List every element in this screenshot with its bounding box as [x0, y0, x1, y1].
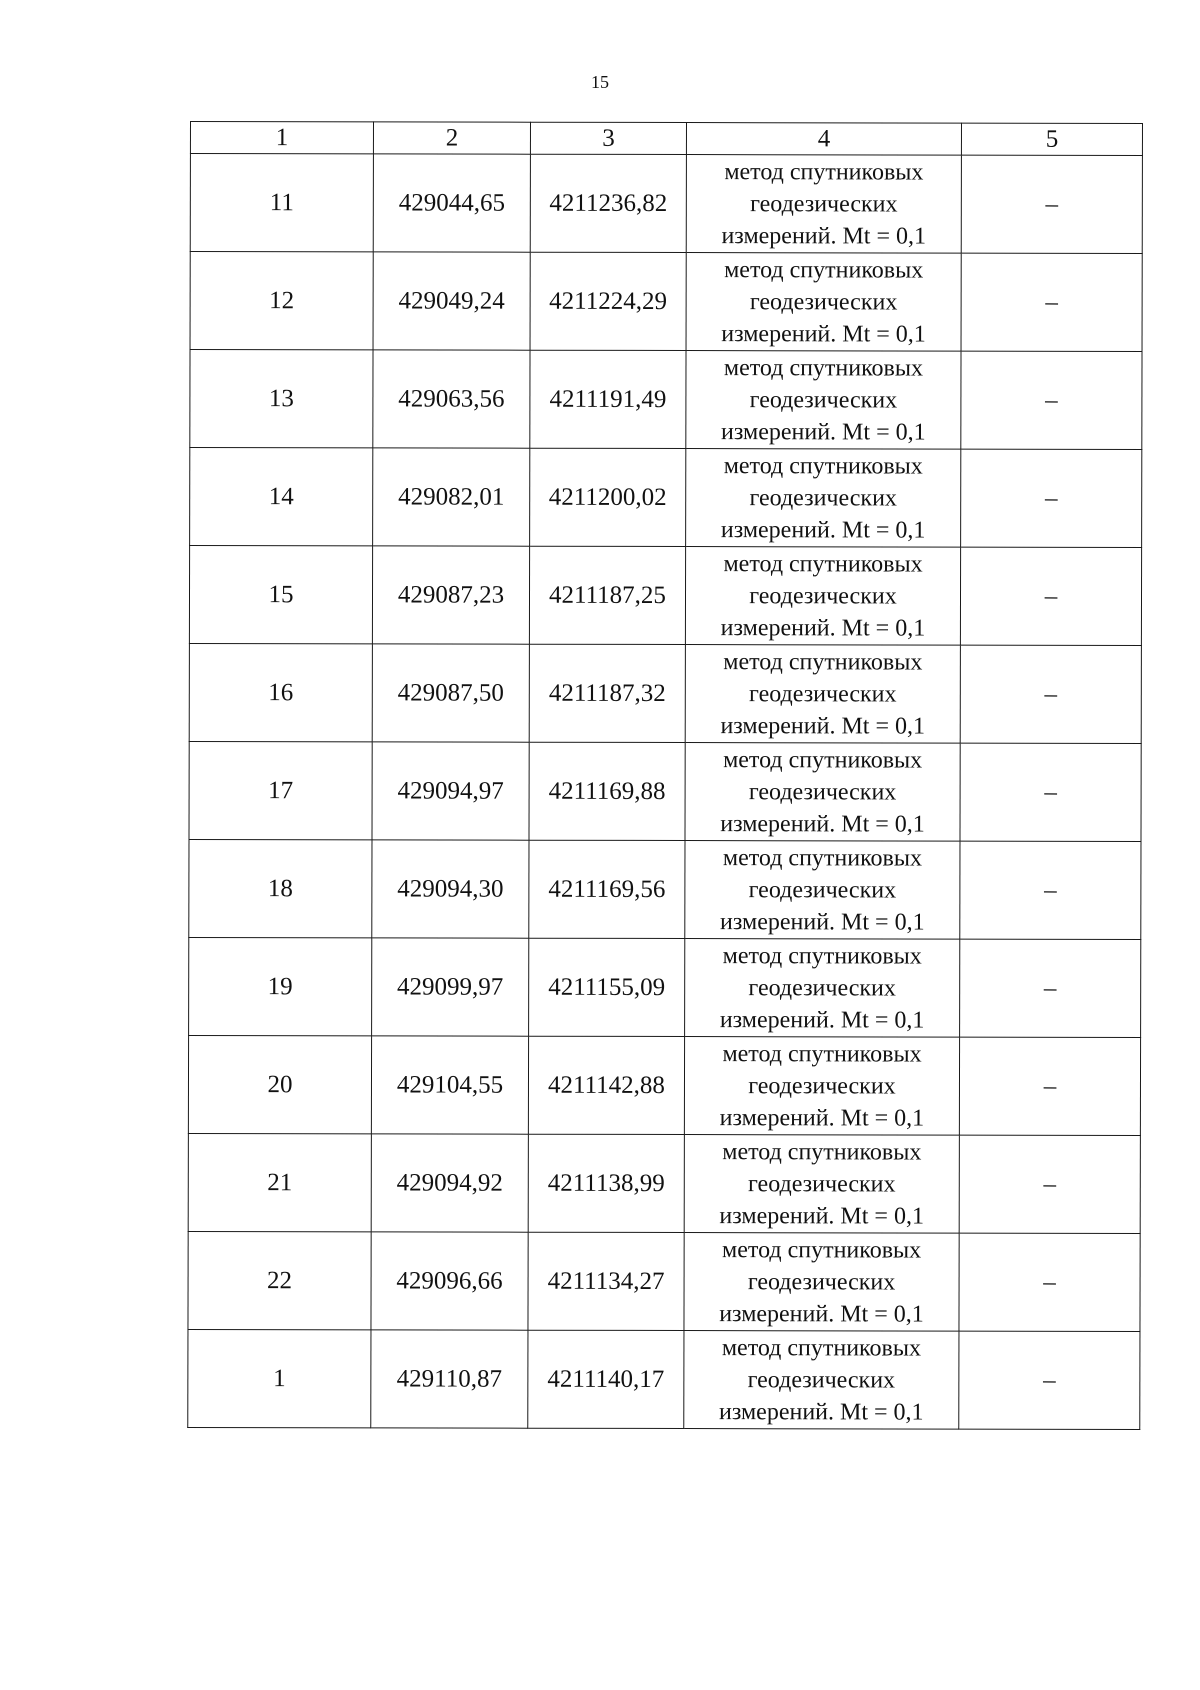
column-header-3: 3: [530, 122, 686, 154]
method-line: метод спутниковых: [723, 550, 923, 578]
method-line: геодезических: [749, 582, 897, 609]
method-cell: [686, 449, 961, 548]
method-line: измерений. Mt = 0,1: [718, 1398, 924, 1426]
method-line: геодезических: [749, 680, 897, 707]
point-number-cell: 18: [189, 839, 372, 937]
table-row: [189, 839, 1141, 939]
y-coordinate-cell: 4211187,25: [529, 546, 685, 644]
method-line: геодезических: [748, 974, 896, 1001]
method-line: метод спутниковых: [722, 1236, 922, 1264]
coordinates-table: [187, 121, 1143, 1430]
method-line: геодезических: [747, 1366, 896, 1393]
point-number-cell: 13: [190, 350, 373, 448]
method-line: метод спутниковых: [722, 1040, 922, 1068]
method-line: измерений. Mt = 0,1: [719, 1202, 925, 1230]
point-number-cell: 22: [188, 1231, 371, 1329]
y-coordinate-cell: 4211140,17: [528, 1330, 684, 1428]
point-number-cell: 15: [189, 546, 372, 644]
method-line: метод спутниковых: [723, 746, 923, 774]
note-cell: –: [961, 155, 1142, 253]
point-number-cell: 17: [189, 741, 372, 839]
note-cell: –: [960, 645, 1141, 743]
x-coordinate-cell: 429094,97: [372, 742, 529, 840]
y-coordinate-cell: 4211236,82: [530, 154, 686, 252]
note-cell: –: [960, 841, 1141, 939]
method-line: геодезических: [749, 484, 897, 511]
note-cell: –: [959, 1331, 1140, 1429]
method-line: геодезических: [748, 1170, 896, 1197]
y-coordinate-cell: 4211134,27: [528, 1232, 684, 1330]
y-coordinate-cell: 4211142,88: [528, 1036, 684, 1134]
method-line: метод спутниковых: [724, 256, 924, 284]
x-coordinate-cell: 429082,01: [373, 448, 530, 546]
table-row: [189, 546, 1141, 646]
table-row: [190, 350, 1142, 450]
method-line: измерений. Mt = 0,1: [720, 810, 925, 838]
method-cell: [685, 939, 960, 1038]
column-header-1: 1: [190, 122, 373, 154]
table-header-row: [190, 122, 1142, 156]
column-header-4: 4: [686, 123, 961, 156]
method-line: измерений. Mt = 0,1: [721, 222, 927, 250]
point-number-cell: 16: [189, 643, 372, 741]
point-number-cell: 12: [190, 252, 373, 350]
method-line: метод спутниковых: [723, 452, 923, 480]
x-coordinate-cell: 429094,30: [372, 840, 529, 938]
method-cell: [684, 1037, 959, 1136]
x-coordinate-cell: 429096,66: [371, 1232, 528, 1330]
point-number-cell: 14: [190, 448, 373, 546]
method-cell: [684, 1233, 959, 1332]
x-coordinate-cell: 429063,56: [373, 350, 530, 448]
column-header-5: 5: [961, 123, 1142, 155]
method-line: метод спутниковых: [724, 158, 924, 186]
x-coordinate-cell: 429099,97: [372, 938, 529, 1036]
note-cell: –: [960, 547, 1141, 645]
point-number-cell: 11: [190, 154, 373, 252]
method-line: геодезических: [747, 1268, 896, 1295]
method-cell: [684, 1135, 959, 1234]
table-row: [189, 643, 1141, 743]
table-row: [188, 1329, 1140, 1429]
column-header-2: 2: [373, 122, 530, 154]
method-line: измерений. Mt = 0,1: [721, 320, 926, 348]
x-coordinate-cell: 429104,55: [371, 1036, 528, 1134]
y-coordinate-cell: 4211169,56: [529, 840, 685, 938]
y-coordinate-cell: 4211187,32: [529, 644, 685, 742]
method-line: геодезических: [749, 288, 898, 315]
method-line: измерений. Mt = 0,1: [720, 712, 926, 740]
note-cell: –: [960, 939, 1141, 1037]
y-coordinate-cell: 4211155,09: [529, 938, 685, 1036]
note-cell: –: [961, 449, 1142, 547]
method-cell: [685, 645, 960, 744]
point-number-cell: 1: [188, 1329, 371, 1427]
method-cell: [685, 547, 960, 646]
method-line: метод спутниковых: [723, 648, 923, 676]
method-line: измерений. Mt = 0,1: [720, 516, 926, 544]
y-coordinate-cell: 4211191,49: [530, 350, 686, 448]
note-cell: –: [959, 1233, 1140, 1331]
x-coordinate-cell: 429049,24: [373, 252, 530, 350]
note-cell: –: [959, 1037, 1140, 1135]
note-cell: –: [961, 253, 1142, 351]
x-coordinate-cell: 429094,92: [371, 1134, 528, 1232]
table-row: [188, 1035, 1140, 1135]
method-cell: [686, 351, 961, 450]
point-number-cell: 20: [188, 1035, 371, 1133]
method-line: измерений. Mt = 0,1: [719, 1300, 924, 1328]
method-line: геодезических: [748, 876, 897, 903]
method-line: геодезических: [750, 190, 898, 217]
table-row: [188, 1133, 1140, 1233]
note-cell: –: [959, 1135, 1140, 1233]
y-coordinate-cell: 4211224,29: [530, 252, 686, 350]
x-coordinate-cell: 429044,65: [373, 154, 530, 252]
method-line: геодезических: [748, 1072, 896, 1099]
y-coordinate-cell: 4211200,02: [530, 448, 686, 546]
point-number-cell: 19: [189, 937, 372, 1035]
method-line: измерений. Mt = 0,1: [720, 908, 925, 936]
method-line: метод спутниковых: [723, 354, 924, 382]
x-coordinate-cell: 429087,50: [372, 644, 529, 742]
table-row: [190, 154, 1142, 254]
method-line: измерений. Mt = 0,1: [720, 614, 926, 642]
method-cell: [685, 743, 960, 842]
note-cell: –: [961, 351, 1142, 449]
method-line: геодезических: [748, 778, 897, 805]
table-row: [190, 448, 1142, 548]
method-line: метод спутниковых: [722, 1138, 922, 1166]
table-row: [190, 252, 1142, 352]
method-cell: [684, 1331, 959, 1430]
point-number-cell: 21: [188, 1133, 371, 1231]
x-coordinate-cell: 429087,23: [372, 546, 529, 644]
method-line: измерений. Mt = 0,1: [719, 1006, 925, 1034]
y-coordinate-cell: 4211169,88: [529, 742, 685, 840]
page-number: 15: [591, 72, 609, 92]
method-line: измерений. Mt = 0,1: [719, 1104, 925, 1132]
table-row: [189, 937, 1141, 1037]
method-line: метод спутниковых: [722, 844, 923, 872]
method-line: измерений. Mt = 0,1: [721, 418, 926, 446]
x-coordinate-cell: 429110,87: [371, 1330, 528, 1428]
table-row: [188, 1231, 1140, 1331]
method-cell: [685, 841, 960, 940]
method-line: метод спутниковых: [722, 942, 922, 970]
table-row: [189, 741, 1141, 841]
method-cell: [686, 253, 961, 352]
y-coordinate-cell: 4211138,99: [528, 1134, 684, 1232]
method-line: метод спутниковых: [721, 1334, 922, 1362]
note-cell: –: [960, 743, 1141, 841]
method-cell: [686, 155, 961, 254]
method-line: геодезических: [749, 386, 898, 413]
table-body: [188, 154, 1143, 1430]
